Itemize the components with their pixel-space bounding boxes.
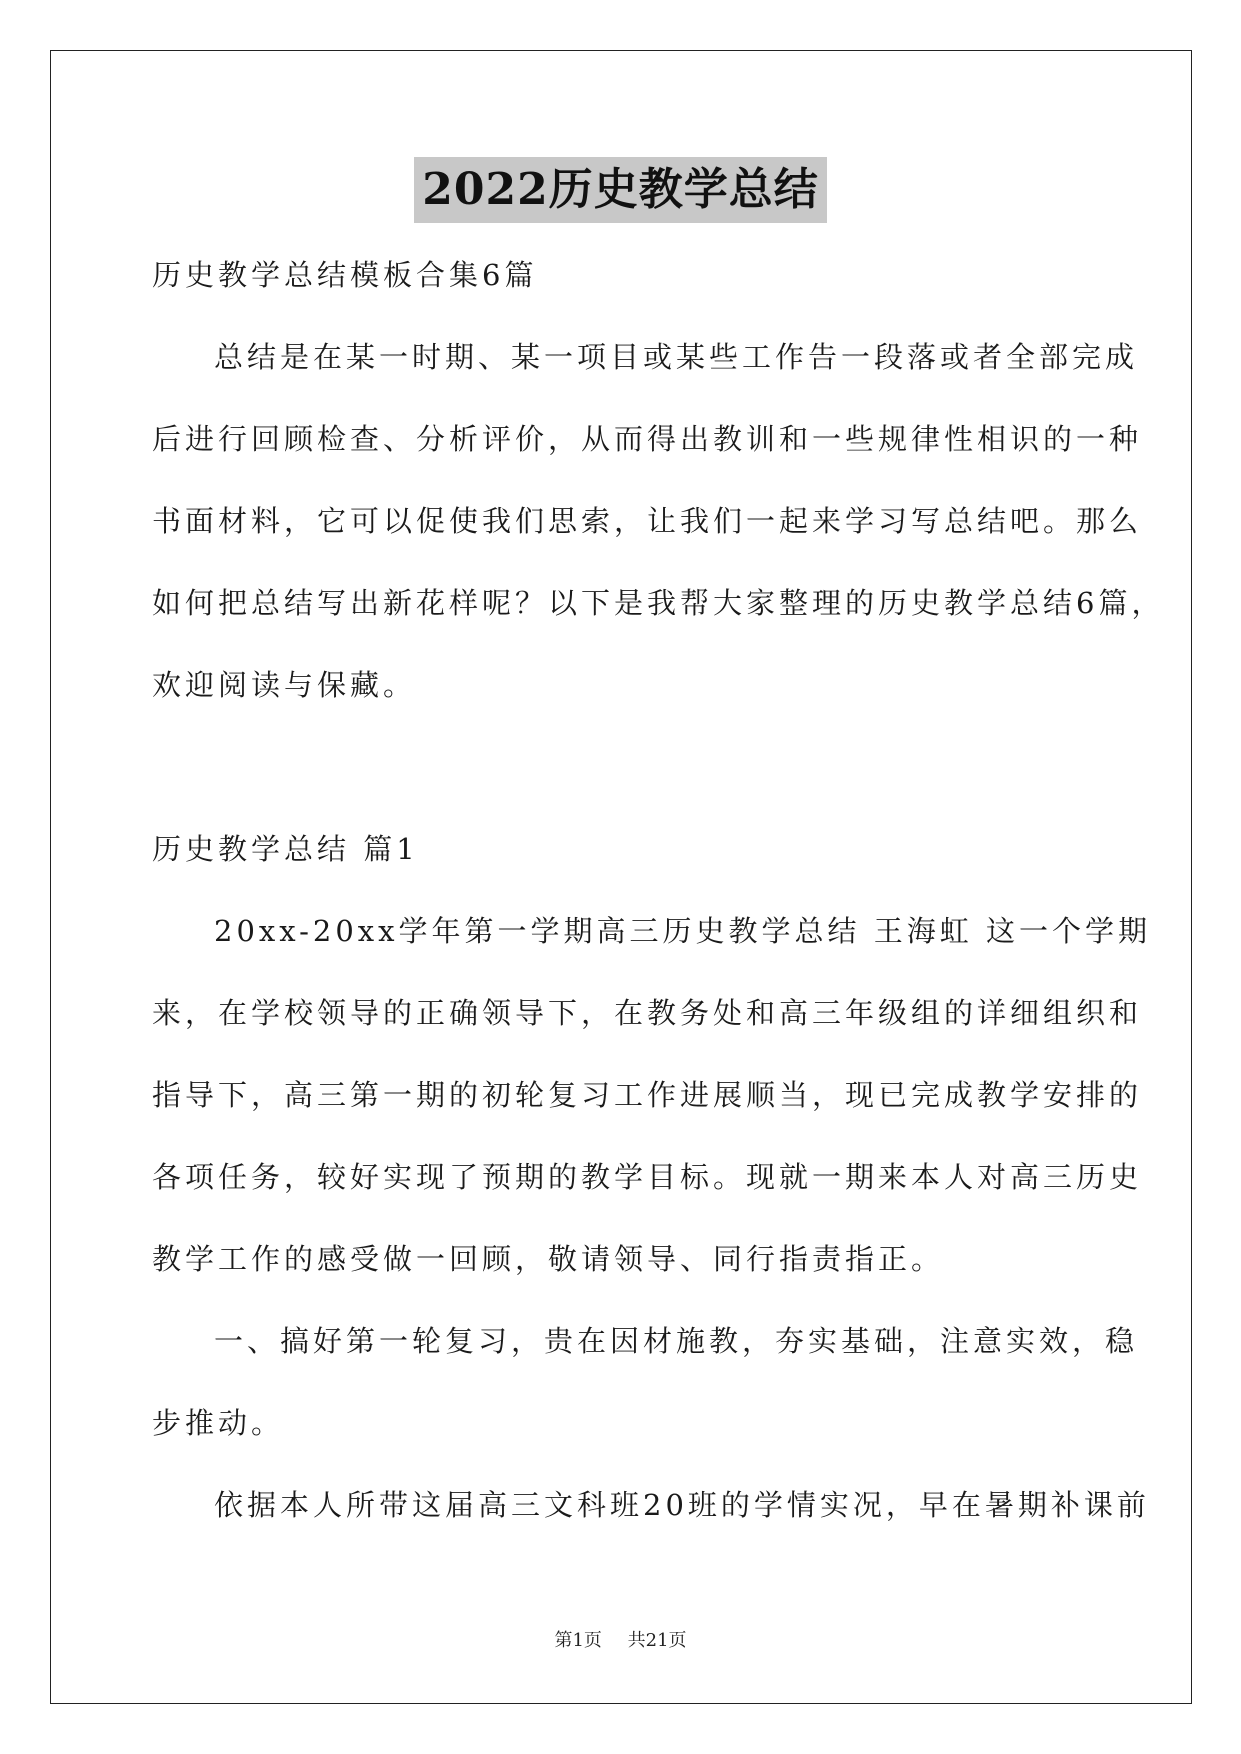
document-title: 2022历史教学总结 bbox=[414, 157, 826, 223]
intro-line: 如何把总结写出新花样呢？以下是我帮大家整理的历史教学总结6篇， bbox=[152, 586, 1165, 620]
paragraph-line: 指导下，高三第一期的初轮复习工作进展顺当，现已完成教学安排的 bbox=[152, 1078, 1143, 1112]
document-subtitle: 历史教学总结模板合集6篇 bbox=[152, 258, 538, 292]
intro-line: 欢迎阅读与保藏。 bbox=[152, 668, 417, 702]
paragraph-line: 来，在学校领导的正确领导下，在教务处和高三年级组的详细组织和 bbox=[152, 996, 1143, 1030]
paragraph-line: 各项任务，较好实现了预期的教学目标。现就一期来本人对高三历史 bbox=[152, 1160, 1143, 1194]
page-number: 第1页 bbox=[554, 1630, 602, 1651]
paragraph-line: 教学工作的感受做一回顾，敬请领导、同行指责指正。 bbox=[152, 1242, 945, 1276]
paragraph-line: 一、搞好第一轮复习，贵在因材施教，夯实基础，注意实效，稳 bbox=[214, 1324, 1139, 1358]
intro-line: 总结是在某一时期、某一项目或某些工作告一段落或者全部完成 bbox=[214, 340, 1139, 374]
page-footer bbox=[0, 1626, 1241, 1652]
document-body bbox=[152, 234, 1165, 1546]
paragraph-line: 20xx-20xx学年第一学期高三历史教学总结 王海虹 这一个学期 bbox=[214, 914, 1151, 948]
page-total: 共21页 bbox=[627, 1630, 687, 1651]
paragraph-gap bbox=[152, 726, 1094, 808]
intro-line: 后进行回顾检查、分析评价，从而得出教训和一些规律性相识的一种 bbox=[152, 422, 1143, 456]
paragraph-line: 步推动。 bbox=[152, 1406, 285, 1440]
intro-line: 书面材料，它可以促使我们思索，让我们一起来学习写总结吧。那么 bbox=[152, 504, 1143, 538]
section-heading: 历史教学总结 篇1 bbox=[152, 832, 419, 866]
paragraph-line: 依据本人所带这届高三文科班20班的学情实况，早在暑期补课前 bbox=[214, 1488, 1150, 1522]
title-container bbox=[0, 157, 1241, 223]
